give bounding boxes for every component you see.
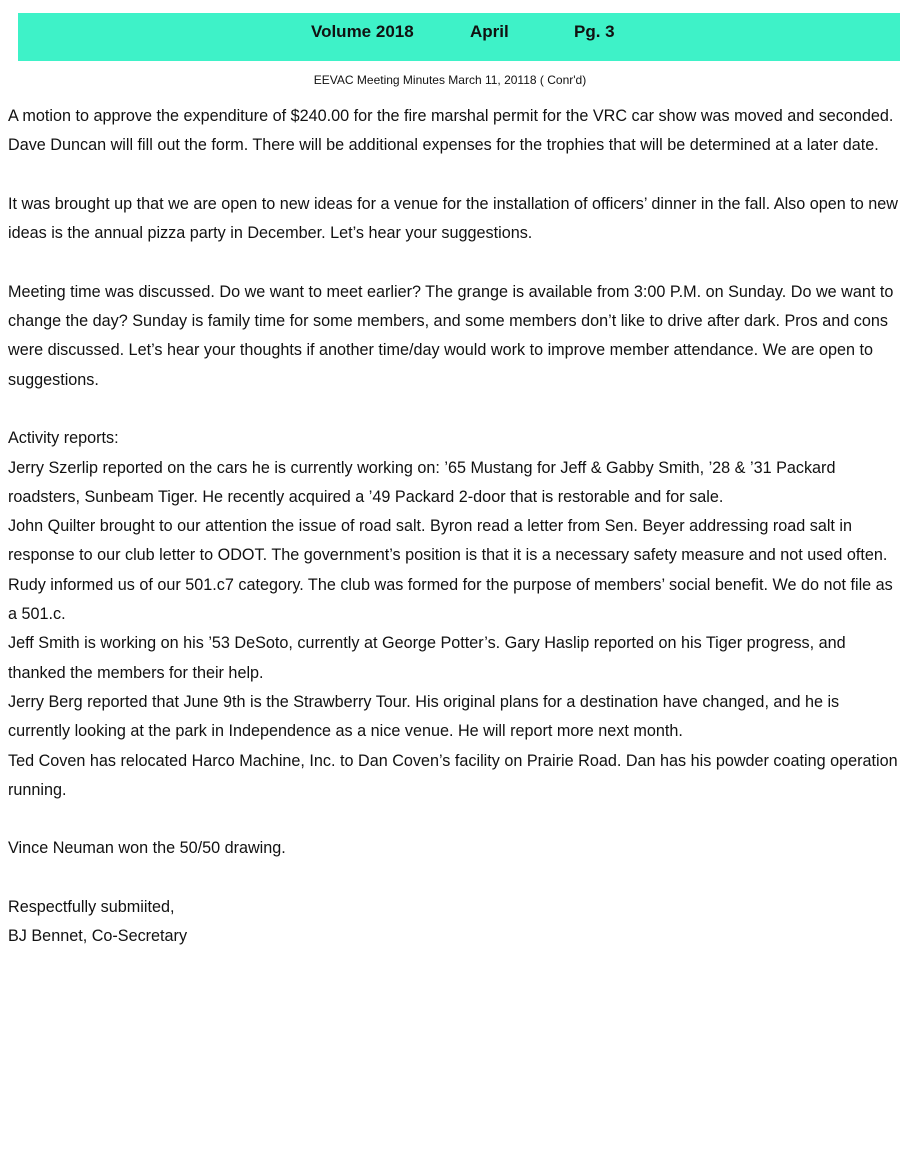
- minutes-subtitle: EEVAC Meeting Minutes March 11, 20118 ( Conr'd): [313, 73, 587, 87]
- minutes-body: [8, 102, 898, 952]
- activity-report-quilter: John Quilter brought to our attention the issue of road salt. Byron read a letter from Sen. Beyer addressing road salt in response to our club letter to ODOT. The government’s position is that it is a necessary safety measure and not used often.: [8, 517, 888, 565]
- page-number: Pg. 3: [574, 22, 615, 41]
- activity-reports-heading: Activity reports:: [8, 429, 119, 448]
- paragraph-spacer: [8, 161, 898, 190]
- paragraph-spacer: [8, 864, 898, 893]
- activity-report-smith: Jeff Smith is working on his ’53 DeSoto, currently at George Potter’s. Gary Haslip reported on his Tiger progress, and thanked the members for their help.: [8, 634, 846, 682]
- paragraph-venue-ideas: It was brought up that we are open to new ideas for a venue for the installation of officers’ dinner in the fall. Also open to new ideas is the annual pizza party in December. Let’s hear your suggestions.: [8, 194, 898, 243]
- paragraph-spacer: [8, 248, 898, 277]
- month-label: April: [470, 22, 509, 41]
- paragraph-permit-motion: A motion to approve the expenditure of $240.00 for the fire marshal permit for the VRC car show was moved and seconded. Dave Duncan will fill out the form. There will be additional expenses for the trophies that will be determined at a later date.: [8, 107, 894, 155]
- closing-line: Respectfully submiited,: [8, 898, 175, 917]
- paragraph-spacer: [8, 395, 898, 424]
- signature-line: BJ Bennet, Co-Secretary: [8, 927, 188, 946]
- activity-report-berg: Jerry Berg reported that June 9th is the Strawberry Tour. His original plans for a destination have changed, and he is currently looking at the park in Independence as a nice venue. He will report more next month.: [8, 692, 840, 741]
- volume-label: Volume 2018: [311, 22, 414, 41]
- paragraph-spacer: [8, 805, 898, 834]
- paragraph-meeting-time: Meeting time was discussed. Do we want to meet earlier? The grange is available from 3:00 P.M. on Sunday. Do we want to change the day? Sunday is family time for some members, and some members don’t like to drive after dark. Pros and cons were discussed. Let’s hear your thoughts if another time/day would work to improve member attendance. We are open to suggestions.: [8, 282, 894, 389]
- activity-report-coven: Ted Coven has relocated Harco Machine, Inc. to Dan Coven’s facility on Prairie Road. Dan has his powder coating operation running.: [8, 751, 898, 799]
- activity-report-rudy: Rudy informed us of our 501.c7 category. The club was formed for the purpose of members’ social benefit. We do not file as a 501.c.: [8, 575, 893, 624]
- drawing-winner: Vince Neuman won the 50/50 drawing.: [8, 839, 286, 858]
- newsletter-header-band: [18, 13, 900, 61]
- activity-report-szerlip: Jerry Szerlip reported on the cars he is currently working on: ’65 Mustang for Jeff & Gabby Smith, ’28 & ’31 Packard roadsters, Sunbeam Tiger. He recently acquired a ’49 Packard 2-door that is restorable and for sale.: [8, 458, 836, 506]
